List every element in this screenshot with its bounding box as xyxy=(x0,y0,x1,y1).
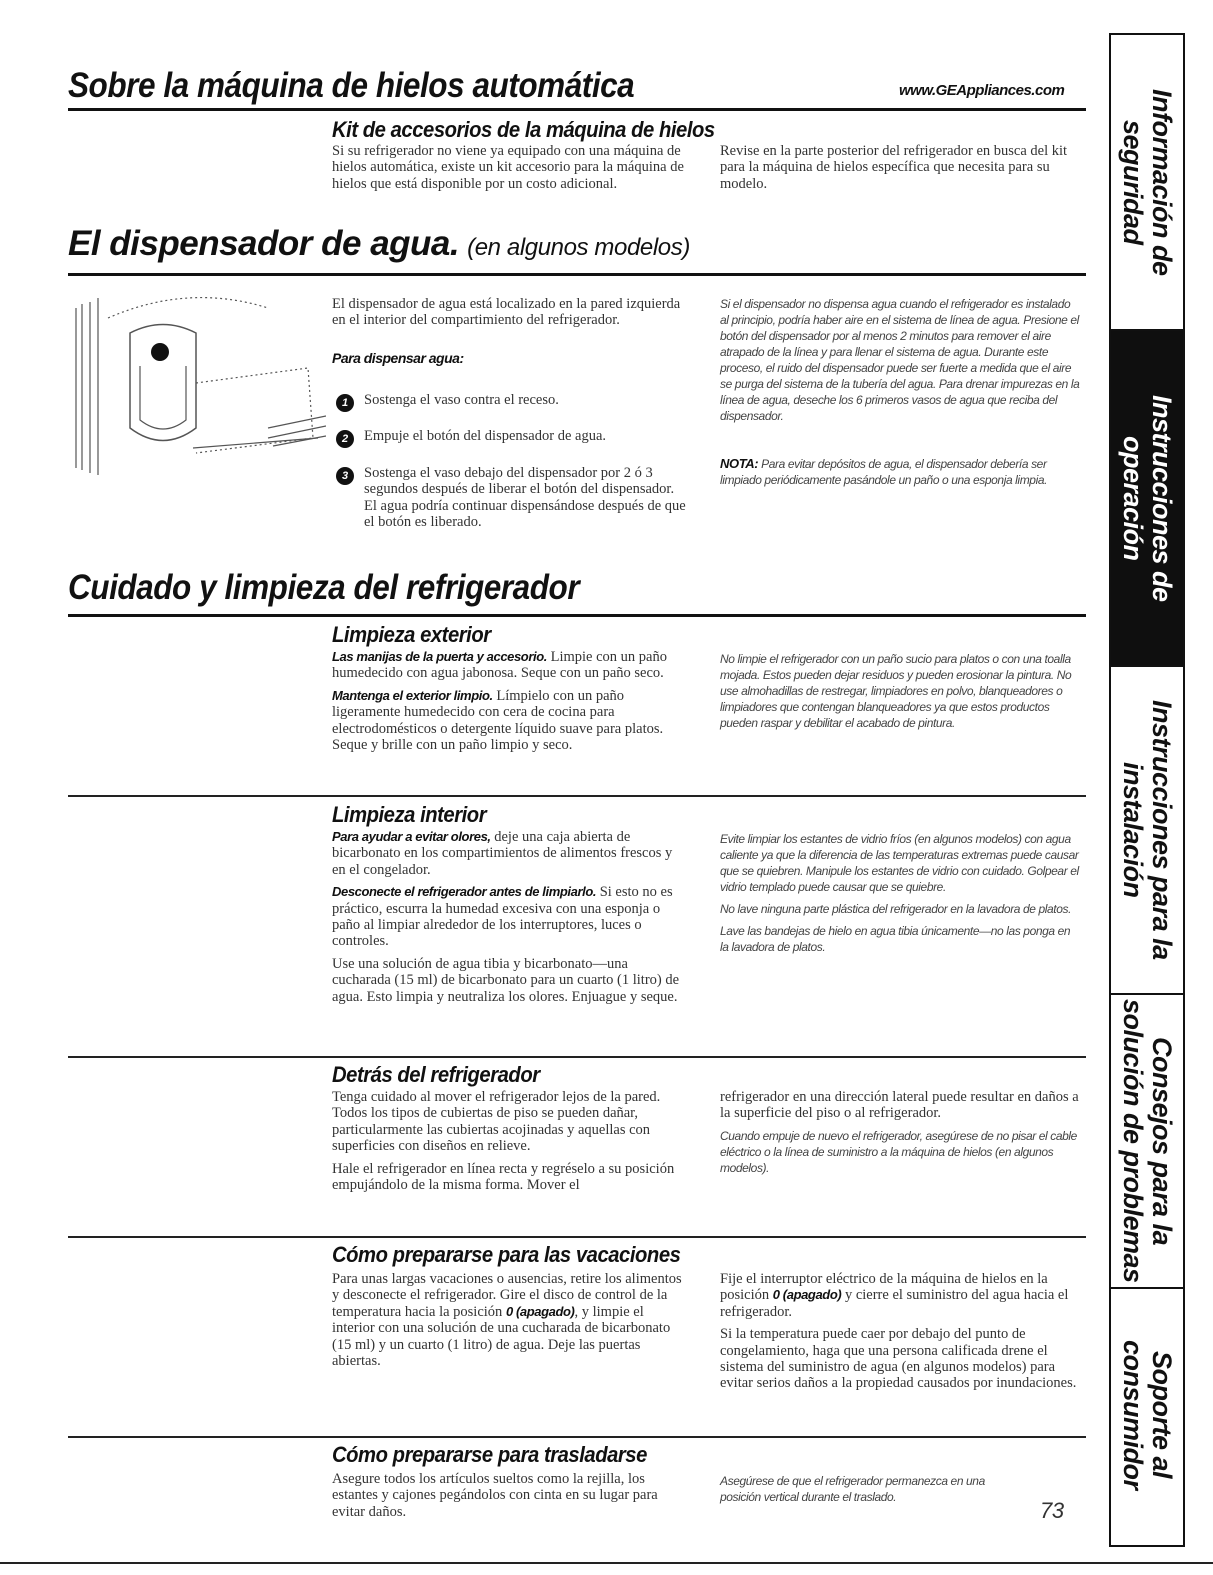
dispenser-step xyxy=(336,465,686,537)
dispenser-note: Si el dispensador no dispensa agua cuando el refrigerador es instalado al principio, podría haber aire en el sistema de línea de agua. Presione el botón del dispensador por al menos 2 minutos para remover el aire atrapado de la línea y para llenar el sistema de agua. Durante este proceso, el ruido del dispensador puede ser fuerte a medida que el aire se purga del sistema de la tubería del agua. Para drenar impurezas en la línea de agua, deseche los 6 primeros vasos de agua que reciba del dispensador. xyxy=(720,297,1080,423)
interior-note: Evite limpiar los estantes de vidrio fríos (en algunos modelos) con agua caliente ya que la diferencia de las temperaturas extremas puede causar que se quiebren. Manipule los estantes de vidrio con cuidado. Golpear el vidrio templado puede causar que se quiebre. xyxy=(720,832,1079,894)
section-divider xyxy=(68,1056,1086,1058)
bottom-rule xyxy=(0,1562,1213,1564)
vacation-paragraph xyxy=(720,1271,1080,1320)
care-title: Cuidado y limpieza del refrigerador xyxy=(68,568,580,607)
exterior-label: Las manijas de la puerta y accesorio. xyxy=(332,649,547,664)
exterior-heading: Limpieza exterior xyxy=(332,622,491,647)
page-number: 73 xyxy=(1040,1498,1064,1523)
vacation-left xyxy=(332,1271,687,1369)
interior-paragraph xyxy=(332,829,687,878)
dispenser-title-main: El dispensador de agua. xyxy=(68,224,460,263)
step-text: Sostenga el vaso debajo del dispensador por 2 ó 3 segundos después de liberar el botón del dispensador. El agua podría continuar dispensándose después de que el botón es liberado. xyxy=(364,464,686,531)
dispenser-steps xyxy=(336,392,686,550)
exterior-label: Mantenga el exterior limpio. xyxy=(332,687,493,703)
moving-text: Asegure todos los artículos sueltos como la rejilla, los estantes y cajones pegándolos con cinta en su lugar para evitar daños. xyxy=(332,1471,658,1520)
header-rule xyxy=(68,108,1086,111)
step-text: Empuje el botón del dispensador de agua. xyxy=(364,428,607,445)
moving-heading: Cómo prepararse para trasladarse xyxy=(332,1442,647,1467)
dispenser-illustration xyxy=(68,288,326,478)
tab-installation-instructions[interactable] xyxy=(1111,667,1183,995)
exterior-paragraph xyxy=(332,688,687,754)
interior-paragraph: Use una solución de agua tibia y bicarbonato—una cucharada (15 ml) de bicarbonato para un cuarto (1 litro) de agua. Esto limpia y neutraliza los olores. Enjuague y seque. xyxy=(332,955,680,1005)
step-number-3: 3 xyxy=(336,467,354,485)
interior-note: No lave ninguna parte plástica del refrigerador en la lavadora de platos. xyxy=(720,902,1072,916)
behind-paragraph: Tenga cuidado al mover el refrigerador lejos de la pared. Todos los tipos de cubiertas de piso se pueden dañar, particularmente las cubiertas acojinadas y aquellas con superficies con diseños en relieve. xyxy=(332,1089,661,1155)
exterior-text xyxy=(332,649,687,759)
interior-paragraph xyxy=(332,884,687,950)
care-rule xyxy=(68,614,1086,617)
moving-note: Asegúrese de que el refrigerador permanezca en una posición vertical durante el traslado. xyxy=(720,1474,985,1504)
dispenser-intro: El dispensador de agua está localizado en la pared izquierda en el interior del compartimiento del refrigerador. xyxy=(332,296,681,329)
behind-note: Cuando empuje de nuevo el refrigerador, asegúrese de no pisar el cable eléctrico o la línea de suministro a la máquina de hielos (en algunos modelos). xyxy=(720,1128,1077,1175)
tab-operating-instructions[interactable] xyxy=(1111,331,1183,667)
dispenser-title xyxy=(68,224,690,264)
vacation-text: Fije el interruptor eléctrico de la máquina de hielos en la posición xyxy=(720,1271,1048,1304)
off-position-label: 0 (apagado) xyxy=(505,1303,575,1319)
step-text: Sostenga el vaso contra el receso. xyxy=(364,392,559,408)
dispenser-howto-label: Para dispensar agua: xyxy=(332,350,464,366)
tab-safety-information[interactable] xyxy=(1111,35,1183,331)
dispenser-nota xyxy=(720,456,1080,488)
off-position-label: 0 (apagado) xyxy=(772,1287,842,1303)
behind-text xyxy=(332,1089,687,1199)
tab-label: Instrucciones para la instalación xyxy=(1118,700,1177,960)
section-divider xyxy=(68,795,1086,797)
vacation-text: y cierre el suministro del agua hacia el refrigerador. xyxy=(720,1287,1069,1320)
kit-heading: Kit de accesorios de la máquina de hielos xyxy=(332,117,715,142)
exterior-paragraph xyxy=(332,649,687,682)
interior-text xyxy=(332,829,687,1011)
interior-notes xyxy=(720,831,1080,961)
tab-label: Consejos para la solución de problemas xyxy=(1118,999,1177,1283)
step-number-1: 1 xyxy=(336,394,354,412)
dispenser-step xyxy=(336,428,686,450)
interior-label: Desconecte el refrigerador antes de limpiarlo. xyxy=(332,884,597,900)
interior-label: Para ayudar a evitar olores, xyxy=(332,829,491,844)
dispenser-rule xyxy=(68,273,1086,276)
exterior-note: No limpie el refrigerador con un paño sucio para platos o con una toalla mojada. Estos pueden dejar residuos y pueden erosionar la pintura. No use almohadillas de restregar, limpiadores en polvo, blanqueadores o limpiadores que contengan blanqueadores ya que estos productos pueden raspar y debilitar el acabado de pintura. xyxy=(720,652,1072,730)
vacation-paragraph: Si la temperatura puede caer por debajo del punto de congelamiento, haga que una persona calificada drene el sistema del suministro de agua (en algunos modelos) para evitar serios daños a la propiedad causados por inundaciones. xyxy=(720,1326,1077,1392)
website-url[interactable]: www.GEAppliances.com xyxy=(899,82,1065,99)
interior-body: deje una caja abierta de bicarbonato en los compartimientos de alimentos frescos y en el congelador. xyxy=(332,829,673,878)
tab-troubleshooting-tips[interactable] xyxy=(1111,995,1183,1289)
vacation-heading: Cómo prepararse para las vacaciones xyxy=(332,1242,681,1267)
behind-heading: Detrás del refrigerador xyxy=(332,1062,540,1087)
page-title: Sobre la máquina de hielos automática xyxy=(68,66,635,105)
interior-heading: Limpieza interior xyxy=(332,802,487,827)
vacation-text: , y limpie el interior con una solución de una cucharada de bicarbonato (15 ml) y un cuarto (1 litro) de agua. Deje las puertas abiertas. xyxy=(332,1303,671,1370)
dispenser-subtitle: (en algunos modelos) xyxy=(467,234,690,261)
interior-body: Si esto no es práctico, escurra la humedad excesiva con una esponja o paño al limpiar alrededor de los interruptores, luces o controles. xyxy=(332,884,673,950)
section-tabs xyxy=(1109,33,1185,1547)
step-number-2: 2 xyxy=(336,430,354,448)
tab-consumer-support[interactable] xyxy=(1111,1289,1183,1541)
behind-right xyxy=(720,1089,1080,1182)
kit-right-text: Revise en la parte posterior del refrigerador en busca del kit para la máquina de hielos específica que necesita para su modelo. xyxy=(720,143,1068,192)
exterior-body: Límpielo con un paño ligeramente humedecido con cera de cocina para electrodomésticos o detergente líquido suave para platos. Seque y brille con un paño limpio y seco. xyxy=(332,687,664,754)
tab-label: Soporte al consumidor xyxy=(1118,1340,1177,1490)
dispenser-step xyxy=(336,392,686,414)
section-divider xyxy=(68,1436,1086,1438)
nota-text: Para evitar depósitos de agua, el dispensador debería ser limpiado periódicamente pasándole un paño o una esponja limpia. xyxy=(720,457,1048,487)
section-divider xyxy=(68,1236,1086,1238)
behind-paragraph: refrigerador en una dirección lateral puede resultar en daños a la superficie del piso o al refrigerador. xyxy=(720,1089,1079,1122)
interior-note: Lave las bandejas de hielo en agua tibia únicamente—no las ponga en la lavadora de platos. xyxy=(720,924,1071,954)
kit-left-text: Si su refrigerador no viene ya equipado con una máquina de hielos automática, existe un kit accesorio para la máquina de hielos que está disponible por un costo adicional. xyxy=(332,143,684,192)
behind-paragraph: Hale el refrigerador en línea recta y regréselo a su posición empujándolo de la misma forma. Mover el xyxy=(332,1160,675,1194)
vacation-right xyxy=(720,1271,1080,1398)
tab-label: Información de seguridad xyxy=(1118,88,1177,276)
nota-label: NOTA: xyxy=(720,456,759,471)
vacation-text: Para unas largas vacaciones o ausencias, retire los alimentos y desconecte el refrigerador. Gire el disco de control de la temperatura hacia la posición xyxy=(332,1271,682,1320)
exterior-body: Limpie con un paño humedecido con agua jabonosa. Seque con un paño seco. xyxy=(332,649,667,682)
tab-label: Instrucciones de operación xyxy=(1118,394,1177,602)
